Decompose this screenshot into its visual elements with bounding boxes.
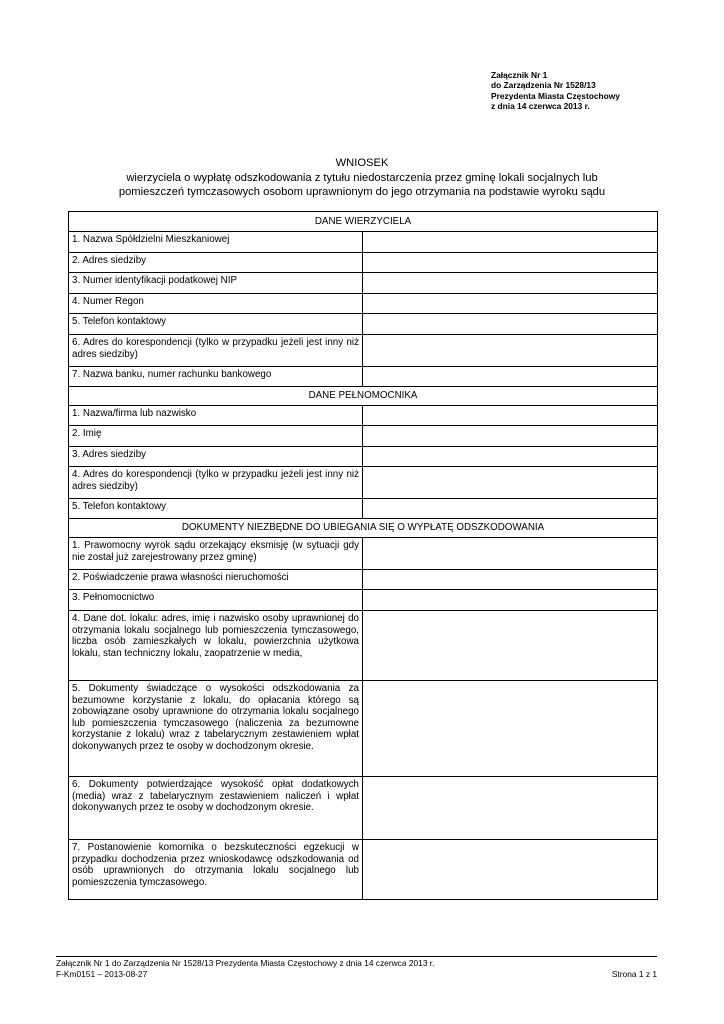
- document-label-7: 7. Postanowienie komornika o bezskuteczności egzekucji w przypadku dochodzenia przez wnioskodawcę odszkodowania od osób uprawnionych do otrzymania lokalu socjalnego lub pomieszczenia tymczasowego.: [69, 840, 363, 900]
- document-value-4[interactable]: [363, 611, 658, 681]
- creditor-value-3[interactable]: [363, 273, 658, 294]
- creditor-value-1[interactable]: [363, 232, 658, 253]
- proxy-value-5[interactable]: [363, 499, 658, 519]
- creditor-label-5: 5. Telefon kontaktowy: [69, 314, 363, 335]
- annex-line-3: Prezydenta Miasta Częstochowy: [491, 90, 620, 101]
- document-value-3[interactable]: [363, 590, 658, 611]
- proxy-label-3: 3. Adres siedziby: [69, 447, 363, 467]
- proxy-label-2: 2. Imię: [69, 426, 363, 447]
- footer-line-1: Załącznik Nr 1 do Zarządzenia Nr 1528/13 Prezydenta Miasta Częstochowy z dnia 14 czerwca 2013 r.: [56, 958, 435, 968]
- creditor-label-4: 4. Numer Regon: [69, 294, 363, 314]
- proxy-value-4[interactable]: [363, 467, 658, 499]
- annex-line-1: Załącznik Nr 1: [491, 70, 548, 80]
- document-label-3: 3. Pełnomocnictwo: [69, 590, 363, 611]
- document-value-2[interactable]: [363, 570, 658, 590]
- proxy-label-4: 4. Adres do korespondencji (tylko w przypadku jeżeli jest inny niż adres siedziby): [69, 467, 363, 499]
- application-form-table: [68, 211, 658, 900]
- document-value-5[interactable]: [363, 681, 658, 777]
- document-value-1[interactable]: [363, 538, 658, 570]
- document-value-6[interactable]: [363, 777, 658, 840]
- document-label-2: 2. Poświadczenie prawa własności nieruchomości: [69, 570, 363, 590]
- title-line-2: pomieszczeń tymczasowych osobom uprawnionym do jego otrzymania na podstawie wyroku sądu: [118, 186, 606, 198]
- creditor-value-6[interactable]: [363, 335, 658, 367]
- section-header-proxy: DANE PEŁNOMOCNIKA: [69, 387, 658, 406]
- creditor-label-2: 2. Adres siedziby: [69, 253, 363, 273]
- creditor-label-7: 7. Nazwa banku, numer rachunku bankowego: [69, 367, 363, 387]
- creditor-label-3: 3. Numer identyfikacji podatkowej NIP: [69, 273, 363, 294]
- document-value-7[interactable]: [363, 840, 658, 900]
- annex-line-4: z dnia 14 czerwca 2013 r.: [491, 101, 590, 112]
- proxy-value-1[interactable]: [363, 406, 658, 426]
- document-label-6: 6. Dokumenty potwierdzające wysokość opłat dodatkowych (media) wraz z tabelarycznym zestawieniem naliczeń i wpłat dokonywanych przez te osoby w dochodzonym okresie.: [69, 777, 363, 840]
- section-header-creditor: DANE WIERZYCIELA: [69, 212, 658, 232]
- creditor-value-2[interactable]: [363, 253, 658, 273]
- footer-line-2: F-Km0151 – 2013-08-27: [56, 968, 148, 979]
- creditor-label-1: 1. Nazwa Spółdzielni Mieszkaniowej: [69, 232, 363, 253]
- creditor-value-7[interactable]: [363, 367, 658, 387]
- page-number: Strona 1 z 1: [611, 968, 657, 979]
- proxy-label-5: 5. Telefon kontaktowy: [69, 499, 363, 519]
- annex-header: [491, 70, 691, 112]
- annex-line-2: do Zarządzenia Nr 1528/13: [491, 80, 596, 91]
- creditor-label-6: 6. Adres do korespondencji (tylko w przypadku jeżeli jest inny niż adres siedziby): [69, 335, 363, 367]
- footer-divider: [56, 956, 657, 957]
- page-footer: [56, 958, 657, 979]
- document-title: [68, 156, 656, 200]
- document-label-5: 5. Dokumenty świadczące o wysokości odszkodowania za bezumowne korzystanie z lokalu, do opłacania którego są zobowiązane osoby uprawnione do otrzymania lokalu socjalnego lub pomieszczenia tymczasowego (naliczenia za bezumowne korzystanie z lokalu) wraz z tabelarycznym zestawieniem wpłat dokonywanych przez te osoby w dochodzonym okresie.: [69, 681, 363, 777]
- proxy-value-3[interactable]: [363, 447, 658, 467]
- proxy-label-1: 1. Nazwa/firma lub nazwisko: [69, 406, 363, 426]
- creditor-value-4[interactable]: [363, 294, 658, 314]
- document-label-1: 1. Prawomocny wyrok sądu orzekający eksmisję (w sytuacji gdy nie został już zarejestrowany przez gminę): [69, 538, 363, 570]
- title-line-1: wierzyciela o wypłatę odszkodowania z tytułu niedostarczenia przez gminę lokali socjalnych lub: [126, 171, 598, 184]
- title-heading: WNIOSEK: [335, 157, 389, 169]
- proxy-value-2[interactable]: [363, 426, 658, 447]
- document-label-4: 4. Dane dot. lokalu: adres, imię i nazwisko osoby uprawnionej do otrzymania lokalu socjalnego lub pomieszczenia tymczasowego, liczba osób zamieszkałych w lokalu, powierzchnia użytkowa lokalu, stan techniczny lokalu, zaopatrzenie w media,: [69, 611, 363, 681]
- creditor-value-5[interactable]: [363, 314, 658, 335]
- section-header-documents: DOKUMENTY NIEZBĘDNE DO UBIEGANIA SIĘ O WYPŁATĘ ODSZKODOWANIA: [69, 519, 658, 538]
